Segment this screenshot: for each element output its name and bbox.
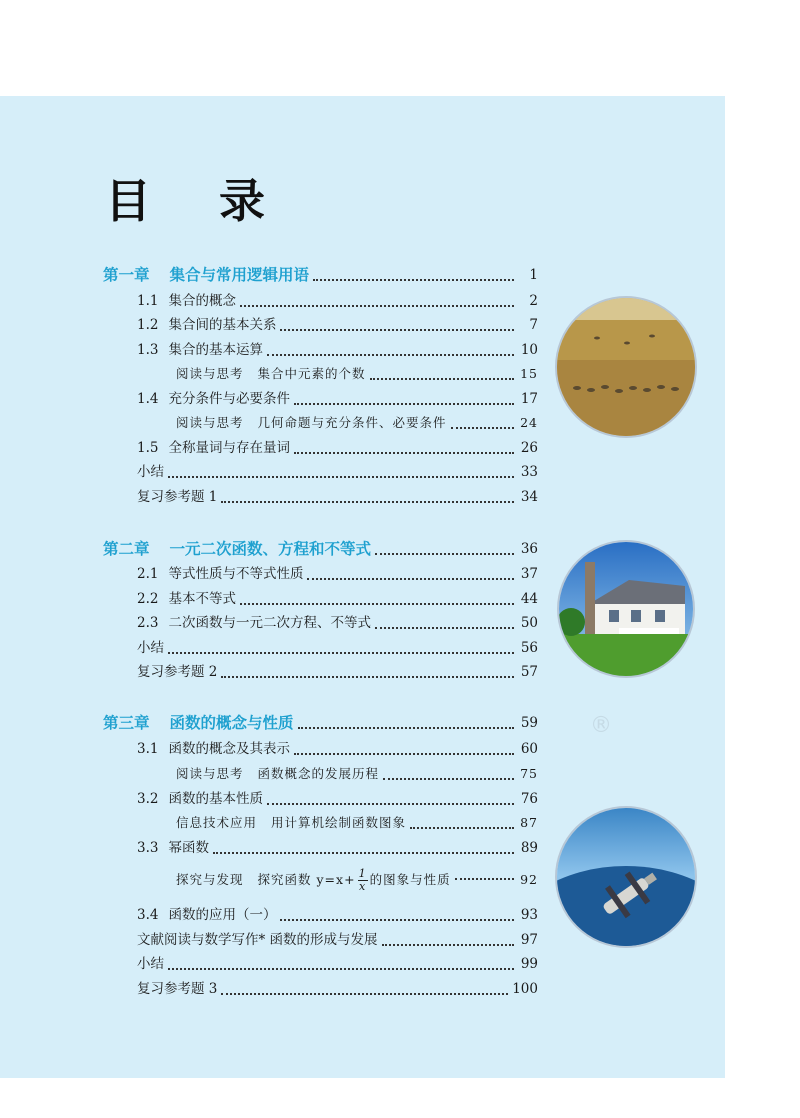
toc-section-3-4[interactable]: 3.4 函数的应用（一） 93: [137, 907, 538, 923]
toc-section-1-2[interactable]: 1.2 集合间的基本关系 7: [137, 317, 538, 333]
toc-chapter-2[interactable]: 第二章 一元二次函数、方程和不等式 36: [103, 540, 538, 558]
toc-section-1-4[interactable]: 1.4 充分条件与必要条件 17: [137, 391, 538, 407]
toc-section-3-2[interactable]: 3.2 函数的基本性质 76: [137, 791, 538, 807]
toc-section-2-3[interactable]: 2.3 二次函数与一元二次方程、不等式 50: [137, 615, 538, 631]
toc-summary-3[interactable]: 小结 99: [137, 956, 538, 972]
toc-summary-2[interactable]: 小结 56: [137, 640, 538, 656]
toc-section-1-3[interactable]: 1.3 集合的基本运算 10: [137, 342, 538, 358]
toc-section-1-5[interactable]: 1.5 全称量词与存在量词 26: [137, 440, 538, 456]
page-title: 目 录: [105, 174, 292, 228]
toc-section-3-3[interactable]: 3.3 幂函数 89: [137, 840, 538, 856]
house-photo: [557, 540, 695, 678]
toc-section-2-2[interactable]: 2.2 基本不等式 44: [137, 591, 538, 607]
toc-section-2-1[interactable]: 2.1 等式性质与不等式性质 37: [137, 566, 538, 582]
toc-literature-reading[interactable]: 文献阅读与数学写作* 函数的形成与发展 97: [137, 932, 538, 948]
fraction-1-over-x: $\frac{1}{x}$: [358, 866, 367, 893]
toc-reading-1[interactable]: 阅读与思考 集合中元素的个数 15: [176, 366, 538, 381]
toc-review-1[interactable]: 复习参考题 1 34: [137, 489, 538, 505]
toc-reading-3[interactable]: 阅读与思考 函数概念的发展历程 75: [176, 766, 538, 781]
toc-section-3-1[interactable]: 3.1 函数的概念及其表示 60: [137, 741, 538, 757]
space-station-photo: [555, 806, 697, 948]
toc-reading-2[interactable]: 阅读与思考 几何命题与充分条件、必要条件 24: [176, 415, 538, 430]
toc-chapter-3[interactable]: 第三章 函数的概念与性质 59: [103, 714, 538, 732]
toc-explore-1[interactable]: 探究与发现 探究函数 y=x+ $\frac{1}{x}$ 的图象与性质 92: [176, 866, 538, 893]
toc-section-1-1[interactable]: 1.1 集合的概念 2: [137, 293, 538, 309]
registered-mark: ®: [590, 713, 612, 738]
grassland-photo: [555, 296, 697, 438]
toc-chapter-1[interactable]: 第一章 集合与常用逻辑用语 1: [103, 266, 538, 284]
toc-summary-1[interactable]: 小结 33: [137, 464, 538, 480]
toc-review-3[interactable]: 复习参考题 3 100: [137, 981, 538, 997]
toc-review-2[interactable]: 复习参考题 2 57: [137, 664, 538, 680]
toc-reading-4[interactable]: 信息技术应用 用计算机绘制函数图象 87: [176, 815, 538, 830]
